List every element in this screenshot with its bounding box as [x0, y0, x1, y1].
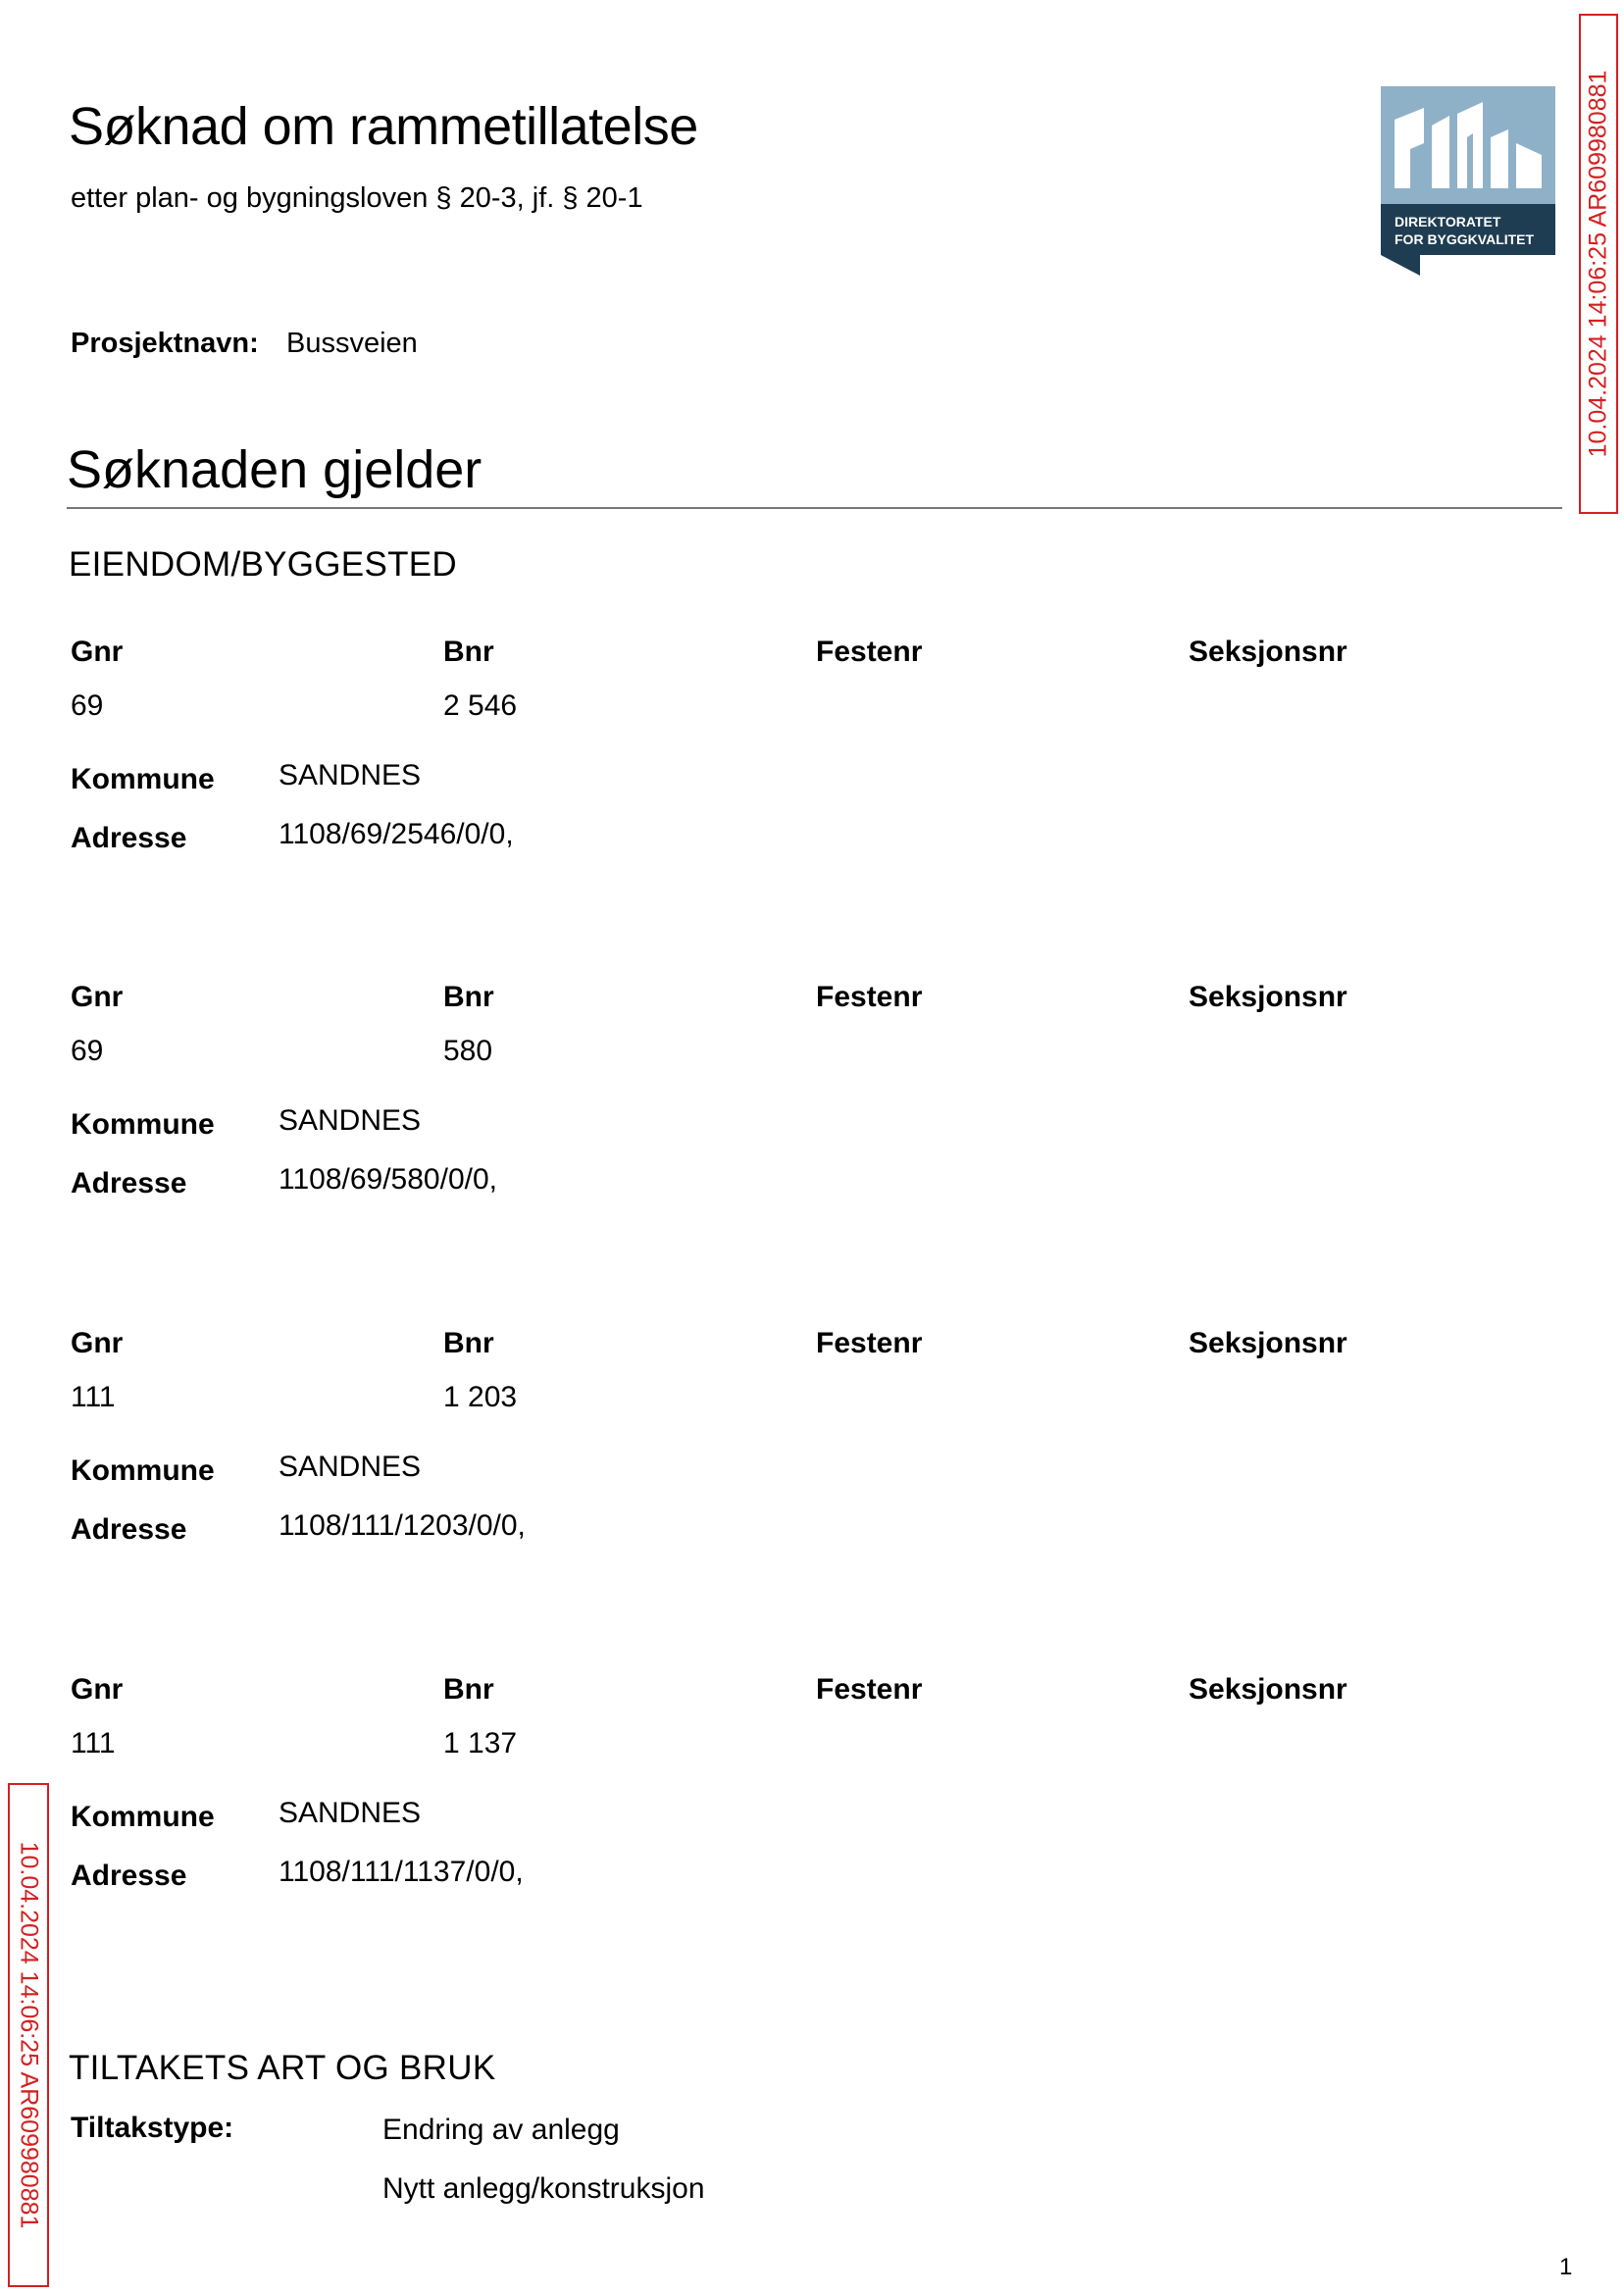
bnr-value: 1 137 — [443, 1727, 518, 1759]
adresse-row — [71, 1509, 526, 1547]
property-value-row — [71, 1727, 1561, 1760]
bnr-value: 580 — [443, 1035, 493, 1067]
property-header-row — [71, 981, 1561, 1014]
festenr-label: Festenr — [816, 981, 923, 1013]
festenr-value — [816, 1035, 1189, 1068]
kommune-label: Kommune — [71, 1454, 215, 1487]
kommune-value: SANDNES — [279, 759, 422, 791]
seksjonsnr-label: Seksjonsnr — [1189, 981, 1347, 1013]
document-title: Søknad om rammetillatelse — [69, 97, 698, 156]
gnr-label: Gnr — [71, 981, 124, 1013]
kommune-row — [71, 1797, 422, 1834]
adresse-row — [71, 1163, 497, 1200]
property-block — [71, 636, 1542, 891]
tiltakstype-label: Tiltakstype: — [71, 2112, 234, 2144]
kommune-label: Kommune — [71, 763, 215, 795]
adresse-value: 1108/69/580/0/0, — [279, 1163, 497, 1196]
archive-stamp-text: 10.04.2024 14:06:25 AR609980881 — [15, 1841, 43, 2229]
logo-text-line1: DIREKTORATET — [1395, 214, 1501, 229]
archive-stamp-bottom-left — [8, 1783, 49, 2287]
gnr-label: Gnr — [71, 1327, 124, 1359]
seksjonsnr-label: Seksjonsnr — [1189, 636, 1347, 668]
logo-text-line2: FOR BYGGKVALITET — [1395, 231, 1535, 247]
bnr-label: Bnr — [443, 1673, 494, 1706]
adresse-row — [71, 818, 514, 855]
archive-stamp-text: 10.04.2024 14:06:25 AR609980881 — [1584, 70, 1612, 458]
kommune-value: SANDNES — [279, 1104, 422, 1137]
festenr-value — [816, 689, 1189, 723]
tiltakstype-value: Nytt anlegg/konstruksjon — [382, 2172, 705, 2205]
adresse-row — [71, 1856, 524, 1893]
kommune-row — [71, 759, 422, 796]
dibk-logo — [1381, 86, 1555, 276]
document-subtitle: etter plan- og bygningsloven § 20-3, jf. § 20-1 — [71, 182, 643, 214]
festenr-label: Festenr — [816, 636, 923, 668]
tiltakstype-value: Endring av anlegg — [382, 2114, 620, 2146]
tiltak-heading: TILTAKETS ART OG BRUK — [69, 2049, 496, 2087]
bnr-value: 2 546 — [443, 689, 518, 722]
festenr-value — [816, 1381, 1189, 1414]
adresse-label: Adresse — [71, 1513, 187, 1546]
page-number: 1 — [1559, 2254, 1573, 2280]
property-header-row — [71, 1673, 1561, 1707]
kommune-value: SANDNES — [279, 1797, 422, 1829]
kommune-value: SANDNES — [279, 1451, 422, 1483]
property-header-row — [71, 1327, 1561, 1360]
festenr-label: Festenr — [816, 1327, 923, 1359]
gnr-value: 111 — [71, 1727, 116, 1759]
gnr-value: 111 — [71, 1381, 116, 1413]
seksjonsnr-value — [1189, 1727, 1561, 1760]
gnr-value: 69 — [71, 689, 104, 722]
adresse-label: Adresse — [71, 822, 187, 854]
seksjonsnr-label: Seksjonsnr — [1189, 1327, 1347, 1359]
gnr-value: 69 — [71, 1035, 104, 1067]
seksjonsnr-value — [1189, 1381, 1561, 1414]
property-block — [71, 1673, 1542, 1928]
adresse-value: 1108/111/1203/0/0, — [279, 1509, 526, 1542]
project-name-row — [71, 328, 418, 360]
kommune-label: Kommune — [71, 1108, 215, 1141]
kommune-row — [71, 1104, 422, 1142]
festenr-label: Festenr — [816, 1673, 923, 1706]
gnr-label: Gnr — [71, 1673, 124, 1706]
seksjonsnr-value — [1189, 689, 1561, 723]
seksjonsnr-value — [1189, 1035, 1561, 1068]
kommune-row — [71, 1451, 422, 1488]
adresse-label: Adresse — [71, 1860, 187, 1892]
project-name-value: Bussveien — [286, 328, 418, 359]
property-block — [71, 981, 1542, 1236]
gnr-label: Gnr — [71, 636, 124, 668]
festenr-value — [816, 1727, 1189, 1760]
seksjonsnr-label: Seksjonsnr — [1189, 1673, 1347, 1706]
adresse-value: 1108/69/2546/0/0, — [279, 818, 514, 850]
archive-stamp-top-right — [1579, 14, 1618, 514]
property-value-row — [71, 1381, 1561, 1414]
bnr-label: Bnr — [443, 1327, 494, 1359]
property-block — [71, 1327, 1542, 1582]
property-heading: EIENDOM/BYGGESTED — [69, 545, 457, 584]
bnr-label: Bnr — [443, 981, 494, 1013]
adresse-value: 1108/111/1137/0/0, — [279, 1856, 524, 1888]
project-name-label: Prosjektnavn: — [71, 328, 259, 359]
section-title: Søknaden gjelder — [67, 440, 482, 499]
kommune-label: Kommune — [71, 1801, 215, 1833]
bnr-value: 1 203 — [443, 1381, 518, 1413]
property-value-row — [71, 689, 1561, 723]
adresse-label: Adresse — [71, 1167, 187, 1199]
property-header-row — [71, 636, 1561, 669]
property-value-row — [71, 1035, 1561, 1068]
section-divider — [67, 507, 1562, 509]
bnr-label: Bnr — [443, 636, 494, 668]
